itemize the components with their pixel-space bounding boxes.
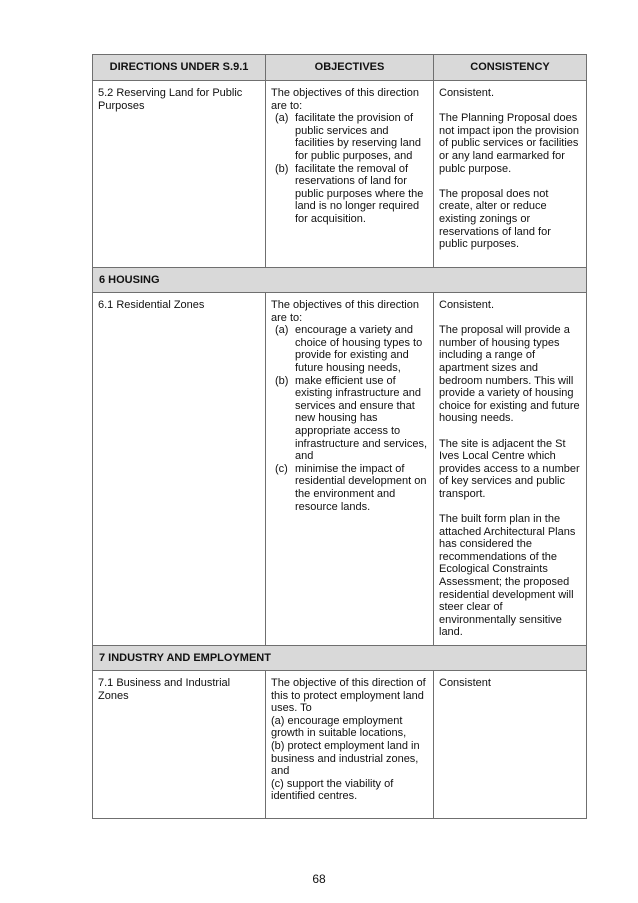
direction-cell: [93, 293, 266, 646]
table-row: [93, 293, 587, 646]
direction-text: 6.1 Residential Zones: [98, 299, 205, 311]
objective-marker: (b): [275, 162, 289, 175]
objective-item: [271, 324, 429, 374]
section-row: [93, 646, 587, 671]
directions-table: [92, 54, 587, 819]
header-consistency: CONSISTENCY: [434, 55, 587, 81]
objective-item: [271, 112, 429, 162]
objectives-cell: [266, 81, 434, 268]
objective-item: [271, 163, 429, 226]
consistency-paragraph: The site is adjacent the St Ives Local Centre which provides access to a number of key services and public transport.: [439, 437, 580, 500]
consistency-paragraph: The proposal will provide a number of housing types including a range of apartment sizes and bedroom numbers. This will provide a variety of housing choice for existing and future housing needs.: [439, 324, 580, 425]
objective-text: make efficient use of existing infrastructure and services and ensure that new housing has appropriate access to infrastructure and services, and: [295, 374, 428, 463]
objective-marker: (c): [275, 462, 288, 475]
objectives-intro: The objectives of this direction are to:: [271, 299, 419, 324]
direction-cell: [93, 81, 266, 268]
consistency-paragraph: Consistent: [439, 677, 491, 690]
consistency-paragraph: Consistent.: [439, 87, 495, 99]
objectives-cell: [266, 671, 434, 819]
direction-text: 5.2 Reserving Land for Public Purposes: [98, 87, 243, 112]
consistency-paragraph: The Planning Proposal does not impact ipon the provision of public services or facilities or any land earmarked for publc purpose.: [439, 112, 580, 175]
objectives-line: The objective of this direction of this to protect employment land uses. To: [271, 677, 426, 715]
objective-text: minimise the impact of residential development on the environment and resource lands.: [295, 462, 427, 513]
table-row: [93, 671, 587, 819]
objectives-line: (a) encourage employment growth in suitable locations,: [271, 714, 407, 740]
objective-marker: (a): [275, 112, 289, 125]
header-directions: DIRECTIONS UNDER S.9.1: [93, 55, 266, 81]
consistency-cell: [434, 293, 587, 646]
objective-text: encourage a variety and choice of housing types to provide for existing and future housing needs,: [295, 324, 423, 374]
header-objectives: OBJECTIVES: [266, 55, 434, 81]
objectives-line: (b) protect employment land in business and industrial zones, and: [271, 740, 420, 778]
section-row: [93, 268, 587, 293]
table-row: [93, 81, 587, 268]
direction-text: 7.1 Business and Industrial Zones: [98, 677, 231, 702]
consistency-cell: [434, 81, 587, 268]
consistency-cell: [434, 671, 587, 819]
table-header-row: [93, 55, 587, 81]
consistency-paragraph: The built form plan in the attached Architectural Plans has considered the recommendations of the Ecological Constraints Assessment; the proposed residential development will steer clear of environmentally sensitive land.: [439, 513, 576, 639]
objective-marker: (a): [275, 324, 289, 337]
objective-item: [271, 463, 429, 513]
objective-text: facilitate the provision of public services and facilities by reserving land for public purposes, and: [295, 112, 421, 162]
objective-marker: (b): [275, 374, 289, 387]
objectives-line: (c) support the viability of identified centres.: [271, 777, 394, 803]
objective-item: [271, 375, 429, 463]
consistency-paragraph: The proposal does not create, alter or reduce existing zonings or reservations of land for public purposes.: [439, 187, 551, 251]
direction-cell: [93, 671, 266, 819]
objective-text: facilitate the removal of reservations of land for public purposes where the land is no longer required for acquisition.: [295, 162, 424, 225]
consistency-paragraph: Consistent.: [439, 299, 495, 311]
section-heading: 7 INDUSTRY AND EMPLOYMENT: [93, 646, 587, 671]
section-heading: 6 HOUSING: [93, 268, 587, 293]
page-number: 68: [312, 872, 326, 886]
objectives-intro: The objectives of this direction are to:: [271, 87, 419, 112]
objectives-cell: [266, 293, 434, 646]
